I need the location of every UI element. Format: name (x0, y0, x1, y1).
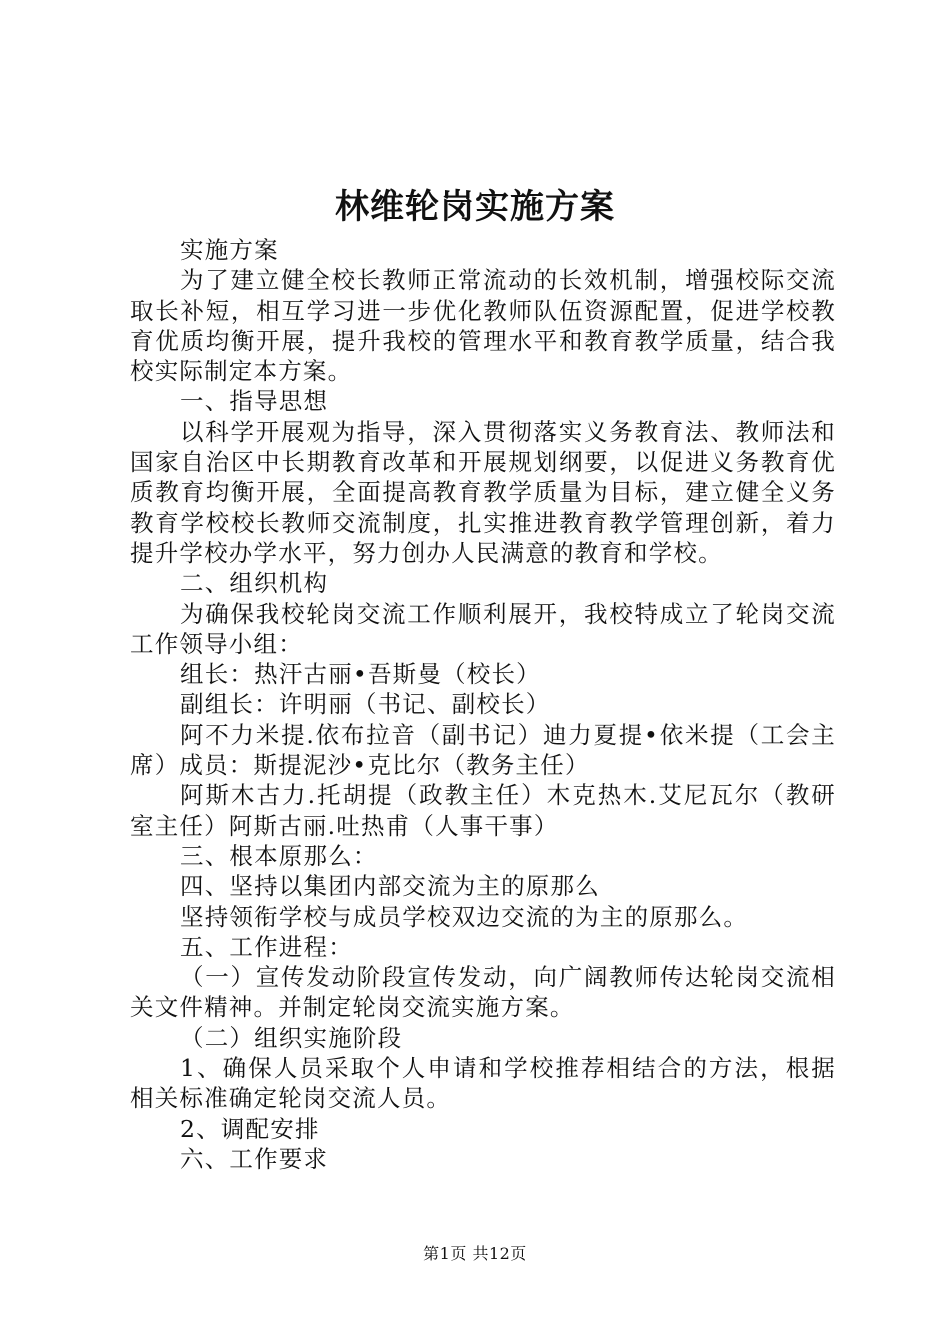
paragraph: 实施方案 (180, 236, 279, 264)
paragraph: 为确保我校轮岗交流工作顺利展开，我校特成立了轮岗交流工作领导小组： (130, 599, 836, 658)
section-heading: 三、根本原那么： (180, 841, 378, 870)
document-body (130, 235, 836, 1174)
section-heading: 二、组织机构 (180, 569, 329, 598)
section-heading: 六、工作要求 (180, 1144, 329, 1173)
section-heading: 一、指导思想 (180, 387, 329, 416)
document-title: 林维轮岗实施方案 (335, 187, 615, 227)
paragraph: 以科学开展观为指导，深入贯彻落实义务教育法、教师法和国家自治区中长期教育改革和开展规划纲要，以促进义务教育优质教育均衡开展，全面提高教育教学质量为目标，建立健全义务教育学校校长教师交流制度，扎实推进教育教学管理创新，着力提升学校办学水平，努力创办人民满意的教育和学校。 (130, 417, 836, 567)
sub-heading: （二）组织实施阶段 (180, 1023, 403, 1052)
page-number-footer: 第1页 共12页 (423, 1244, 527, 1263)
section-heading: 五、工作进程： (180, 932, 353, 961)
paragraph: 坚持领衔学校与成员学校双边交流的为主的原那么。 (180, 902, 749, 931)
paragraph: 组长：热汗古丽•吾斯曼（校长） (180, 660, 541, 689)
paragraph: 阿不力米提.依布拉音（副书记）迪力夏提•依米提（工会主席）成员：斯提泥沙•克比尔（教务主任） (130, 720, 836, 780)
paragraph: 副组长：许明丽（书记、副校长） (180, 690, 551, 719)
section-heading: 四、坚持以集团内部交流为主的原那么 (180, 872, 600, 901)
paragraph: （一）宣传发动阶段宣传发动，向广阔教师传达轮岗交流相关文件精神。并制定轮岗交流实施方案。 (130, 963, 836, 1022)
paragraph: 1、确保人员采取个人申请和学校推荐相结合的方法，根据相关标准确定轮岗交流人员。 (130, 1054, 836, 1113)
paragraph: 阿斯木古力.托胡提（政教主任）木克热木.艾尼瓦尔（教研室主任）阿斯古丽.吐热甫（人事干事） (130, 781, 836, 840)
paragraph: 2、调配安排 (180, 1114, 320, 1143)
paragraph: 为了建立健全校长教师正常流动的长效机制，增强校际交流取长补短，相互学习进一步优化教师队伍资源配置，促进学校教育优质均衡开展，提升我校的管理水平和教育教学质量，结合我校实际制定本方案。 (130, 266, 836, 386)
